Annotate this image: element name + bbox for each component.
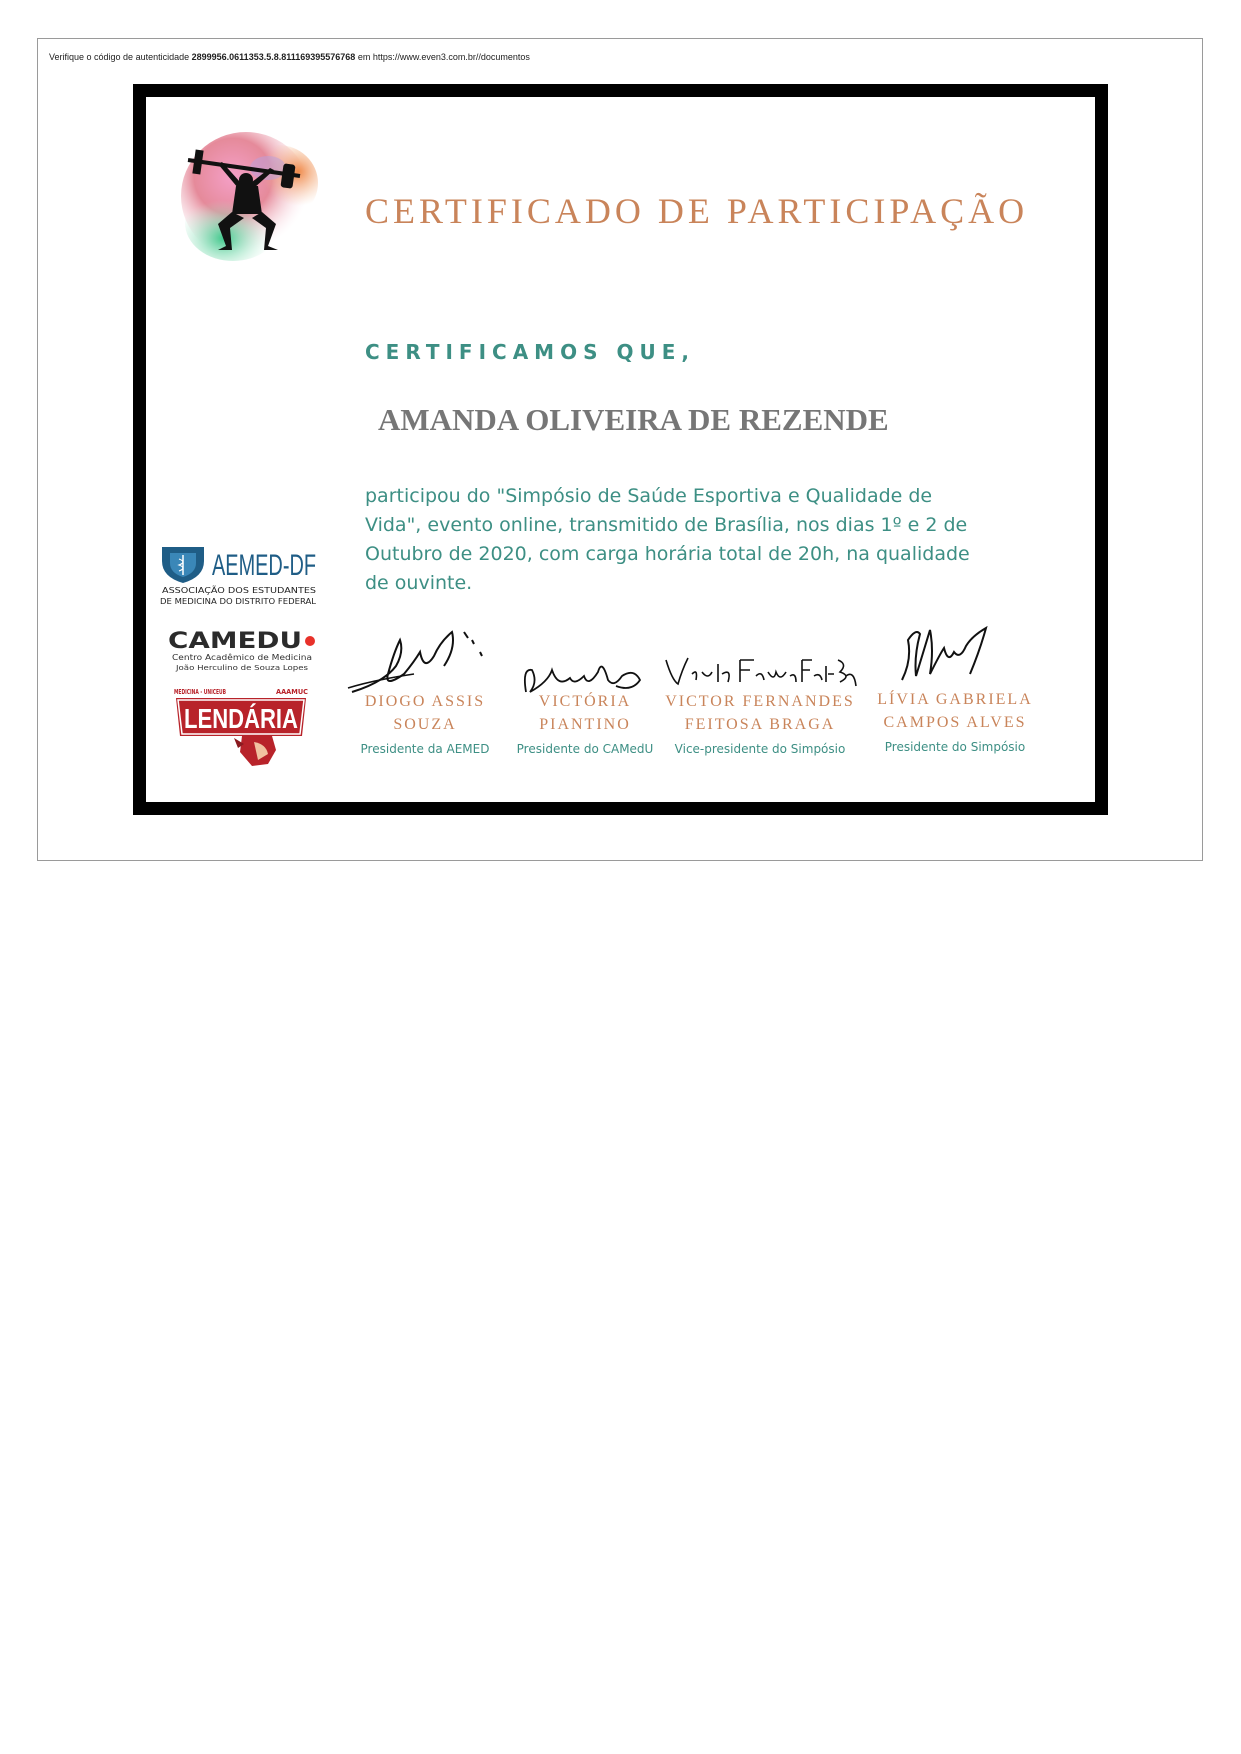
signatory-2 [510, 690, 660, 756]
verification-code: 2899956.0611353.5.8.811169395576768 [191, 52, 356, 62]
signatory-3-role: Vice-presidente do Simpósio [674, 742, 846, 756]
signatory-1-name-line1: DIOGO ASSIS [364, 693, 486, 710]
recipient-name: AMANDA OLIVEIRA DE REZENDE [378, 402, 889, 437]
signatory-2-name-line2: PIANTINO [539, 716, 631, 733]
weightlifter-logo-icon [178, 128, 318, 263]
signatory-4-role: Presidente do Simpósio [884, 740, 1026, 754]
aemed-line2: DE MEDICINA DO DISTRITO FEDERAL [160, 597, 317, 606]
lendaria-top-left: MEDICINA - UNICEUB [174, 688, 226, 696]
signatory-1 [350, 690, 500, 756]
aemed-name: AEMED-DF [212, 549, 316, 582]
camedu-name: CAMEDU [168, 629, 302, 654]
certificate-title: CERTIFICADO DE PARTICIPAÇÃO [365, 191, 1029, 231]
signatory-1-role: Presidente da AEMED [360, 742, 490, 756]
certificate-description: participou do "Simpósio de Saúde Esportiva e Qualidade de Vida", evento online, transmitido de Brasília, nos dias 1º e 2 de Outubro de 2020, com carga horária total de 20h, na qualidade de ouvinte. [365, 485, 970, 594]
signatory-4-name-line2: CAMPOS ALVES [883, 714, 1027, 731]
signatory-1-name-line2: SOUZA [393, 716, 457, 733]
aemed-line1: ASSOCIAÇÃO DOS ESTUDANTES [162, 586, 291, 595]
camedu-line2: João Herculino de Souza Lopes [174, 664, 309, 672]
signatory-4 [865, 688, 1045, 754]
signature-livia [890, 620, 1000, 692]
aemed-df-logo [160, 543, 320, 607]
signatory-4-name-line1: LÍVIA GABRIELA [877, 691, 1033, 708]
lendaria-logo [172, 686, 312, 768]
verification-prefix: Verifique o código de autenticidade [49, 52, 190, 62]
lendaria-top-right: AAAMUC [276, 688, 308, 696]
camedu-line1: Centro Acadêmico de Medicina [172, 653, 312, 662]
camedu-logo [166, 626, 316, 672]
signatory-3-name-line1: VICTOR FERNANDES [665, 693, 855, 710]
certify-label: CERTIFICAMOS QUE, [365, 340, 695, 364]
signatory-3-name-line2: FEITOSA BRAGA [684, 716, 836, 733]
lendaria-name: LENDÁRIA [184, 703, 298, 734]
signatory-2-name-line1: VICTÓRIA [538, 693, 632, 710]
verification-line [49, 52, 530, 62]
signatory-3 [650, 690, 870, 756]
verification-url[interactable]: https://www.even3.com.br//documentos [372, 52, 530, 62]
verification-middle: em [357, 52, 371, 62]
signatory-2-role: Presidente do CAMedU [516, 742, 654, 756]
